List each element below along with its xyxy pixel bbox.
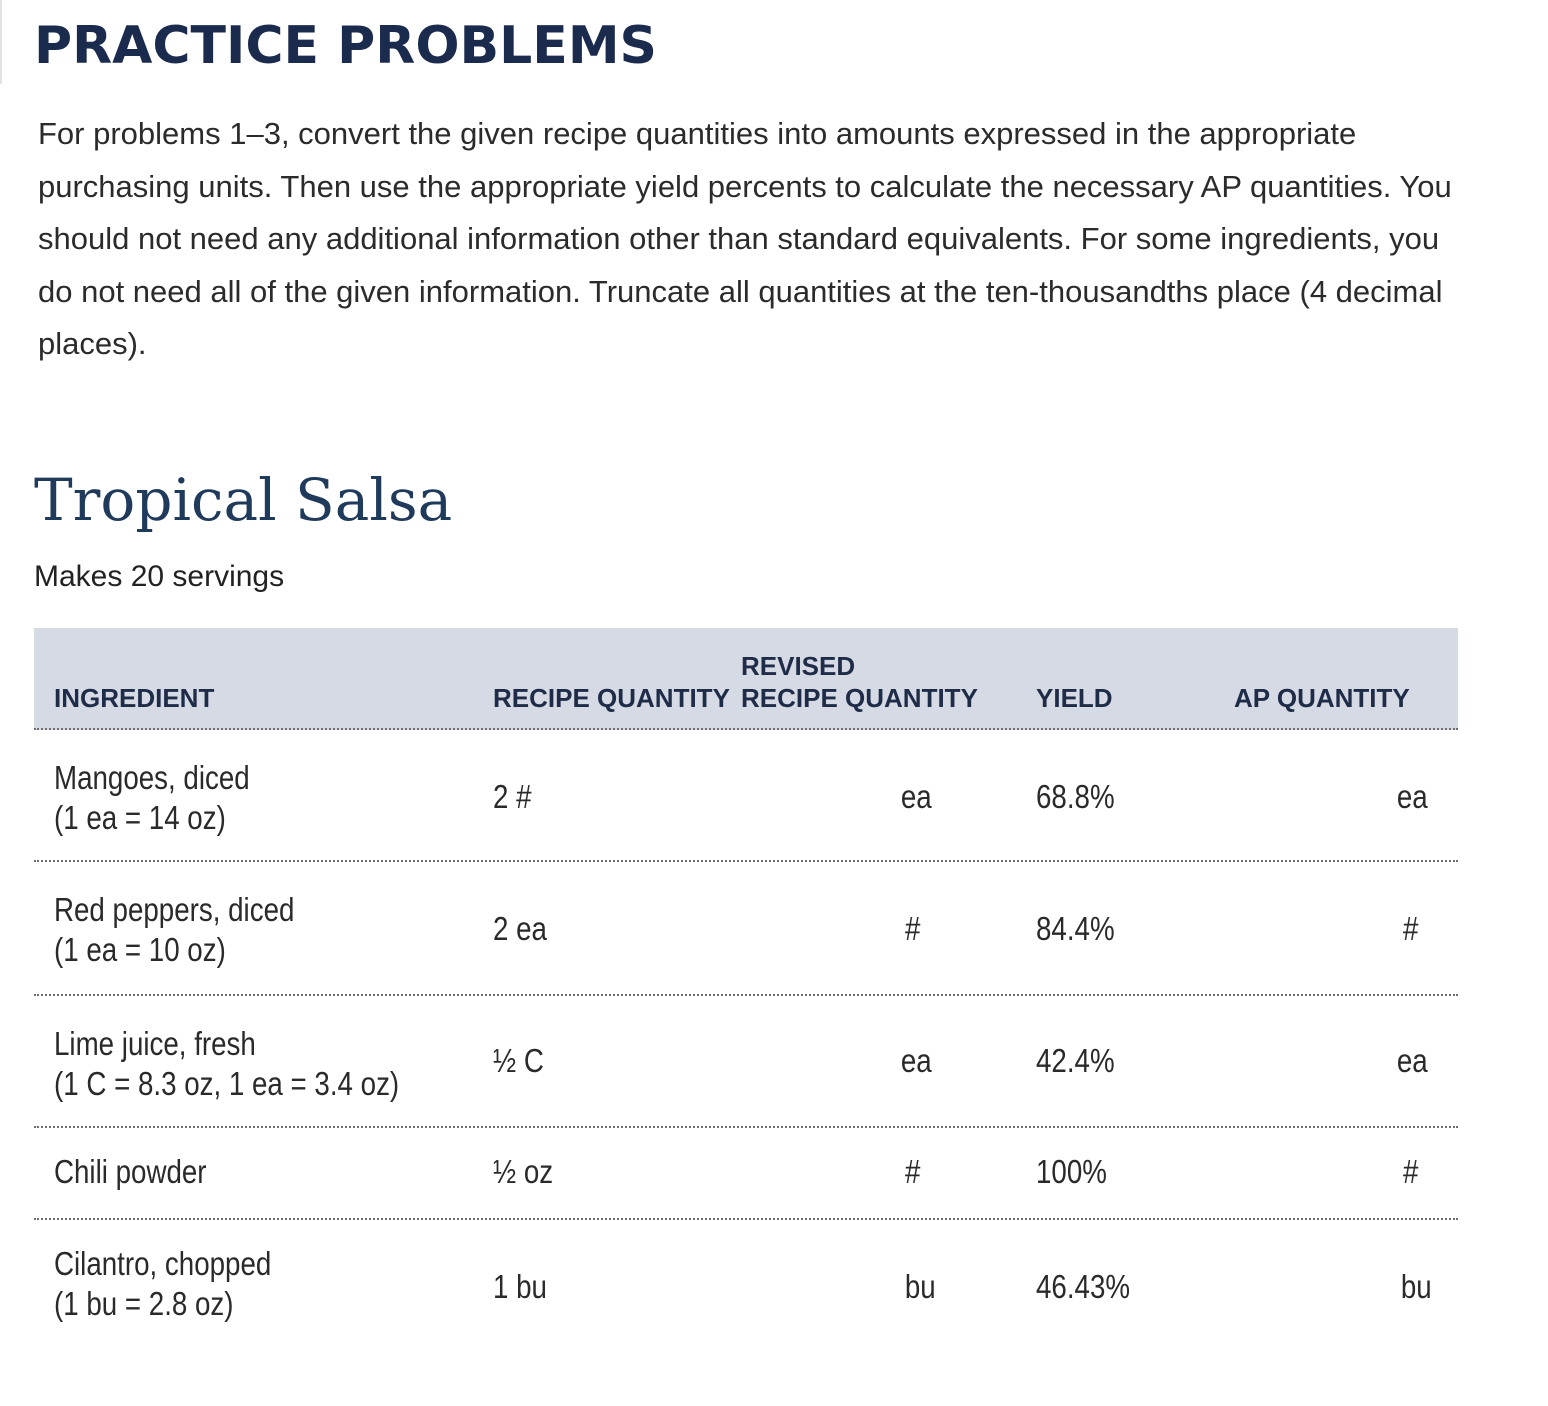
ingredient-equivalent: (1 ea = 14 oz) — [54, 799, 226, 836]
revised-quantity-unit: ea — [901, 778, 932, 815]
ingredient-cell — [54, 1152, 207, 1192]
ap-quantity-unit: ea — [1397, 778, 1428, 815]
ingredient-name: Mangoes, diced — [54, 759, 250, 796]
ingredient-name: Chili powder — [54, 1153, 207, 1190]
ingredient-equivalent: (1 C = 8.3 oz, 1 ea = 3.4 oz) — [54, 1065, 400, 1102]
recipe-quantity-cell: 2 # — [493, 778, 532, 815]
yield-cell: 84.4% — [1036, 910, 1115, 947]
instructions-paragraph: For problems 1–3, convert the given recipe quantities into amounts expressed in the appropriate purchasing units. Then use the appropriate yield percents to calculate the necessary AP quantities. You should not need any additional information other than standard equivalents. For some ingredients, you do not need all of the given information. Truncate all quantities at the ten-thousandths place (4 decimal places). — [38, 116, 1452, 361]
recipe-quantity-cell: 1 bu — [493, 1268, 547, 1305]
header-recipe-quantity: RECIPE QUANTITY — [493, 683, 730, 713]
ingredient-equivalent: (1 ea = 10 oz) — [54, 931, 226, 968]
yield-cell: 42.4% — [1036, 1042, 1115, 1079]
header-revised-recipe-quantity — [741, 650, 978, 714]
recipe-title: Tropical Salsa — [34, 466, 453, 534]
recipe-quantity-cell: ½ oz — [493, 1153, 554, 1190]
yield-cell: 46.43% — [1036, 1268, 1131, 1305]
ingredient-name: Cilantro, chopped — [54, 1245, 272, 1282]
header-ingredient: INGREDIENT — [54, 683, 215, 713]
yield-cell: 100% — [1036, 1153, 1107, 1190]
ingredient-name: Lime juice, fresh — [54, 1025, 256, 1062]
ingredient-cell — [54, 1244, 271, 1324]
header-ap-quantity: AP QUANTITY — [1234, 683, 1410, 713]
ingredient-equivalent: (1 bu = 2.8 oz) — [54, 1285, 234, 1322]
revised-quantity-unit: bu — [905, 1268, 936, 1305]
table-row — [34, 1220, 1458, 1350]
ingredient-cell — [54, 758, 250, 838]
ingredient-cell — [54, 1024, 399, 1104]
page-edge-rule — [0, 0, 2, 84]
ingredient-name: Red peppers, diced — [54, 891, 295, 928]
yield-cell: 68.8% — [1036, 778, 1115, 815]
header-revised-line-1: REVISED — [741, 651, 856, 681]
ap-quantity-unit: # — [1402, 1153, 1418, 1190]
header-revised-line-2: RECIPE QUANTITY — [741, 683, 978, 713]
ingredient-cell — [54, 890, 294, 970]
recipe-yield-servings: Makes 20 servings — [34, 560, 285, 593]
recipe-quantity-cell: ½ C — [493, 1042, 544, 1079]
recipe-conversion-table — [34, 628, 1458, 1350]
table-row — [34, 862, 1458, 996]
table-row — [34, 730, 1458, 862]
recipe-quantity-cell: 2 ea — [493, 910, 547, 947]
ap-quantity-unit: ea — [1397, 1042, 1428, 1079]
section-heading: PRACTICE PROBLEMS — [34, 16, 658, 76]
ap-quantity-unit: bu — [1401, 1268, 1432, 1305]
revised-quantity-unit: # — [904, 1153, 920, 1190]
ap-quantity-unit: # — [1402, 910, 1418, 947]
table-row — [34, 996, 1458, 1128]
table-header — [34, 628, 1458, 730]
table-row — [34, 1128, 1458, 1220]
revised-quantity-unit: ea — [901, 1042, 932, 1079]
header-yield: YIELD — [1036, 683, 1113, 713]
revised-quantity-unit: # — [904, 910, 920, 947]
